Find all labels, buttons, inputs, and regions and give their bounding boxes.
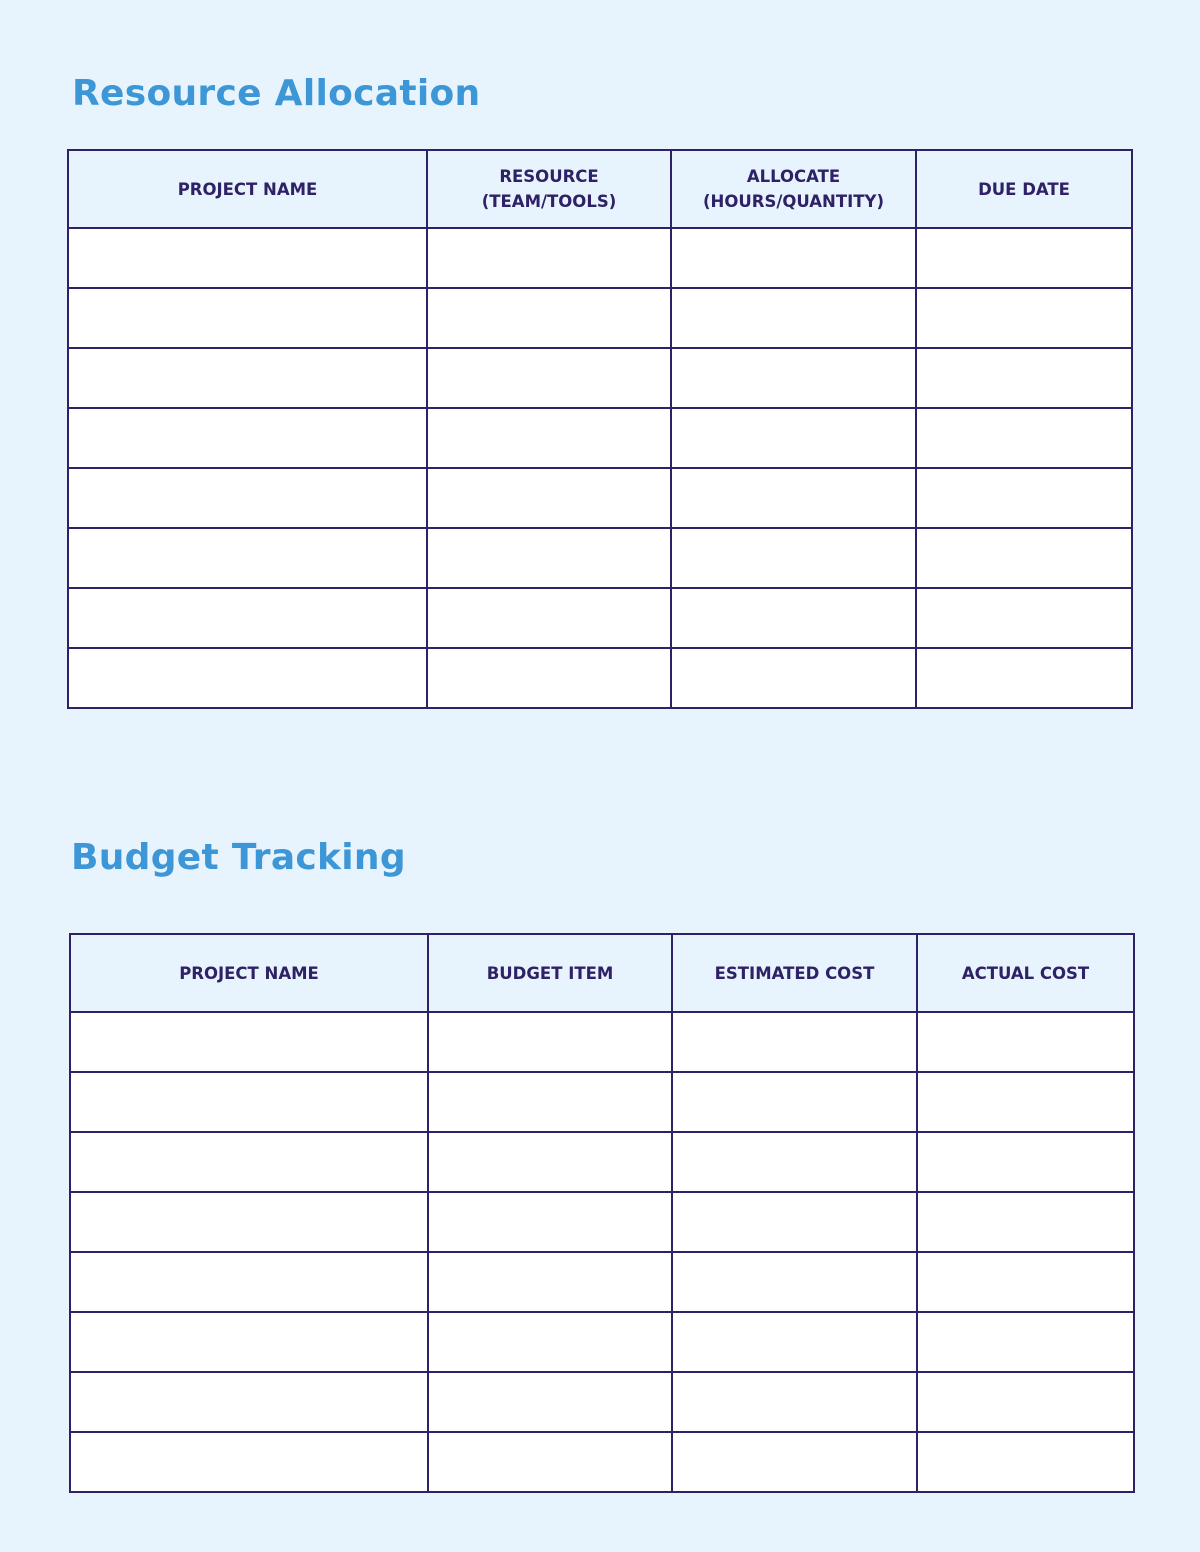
table-cell[interactable] [428, 1132, 672, 1192]
resource-allocation-table [67, 149, 1133, 709]
table-cell[interactable] [427, 348, 671, 408]
budget-tracking-table [69, 933, 1135, 1493]
table-cell[interactable] [917, 1072, 1134, 1132]
table-row [68, 588, 1132, 648]
table-cell[interactable] [427, 648, 671, 708]
table-cell[interactable] [70, 1132, 428, 1192]
header-line: (HOURS/QUANTITY) [702, 192, 885, 211]
table-cell[interactable] [672, 1012, 917, 1072]
table-cell[interactable] [68, 228, 427, 288]
budget-tracking-title: Budget Tracking [71, 837, 406, 878]
table-cell[interactable] [68, 288, 427, 348]
table-cell[interactable] [916, 228, 1132, 288]
header-line: RESOURCE [499, 167, 599, 186]
table-cell[interactable] [428, 1072, 672, 1132]
header-line: (TEAM/TOOLS) [481, 192, 617, 211]
table-cell[interactable] [68, 588, 427, 648]
table-header-row [70, 934, 1134, 1012]
table-cell[interactable] [70, 1192, 428, 1252]
table-cell[interactable] [428, 1012, 672, 1072]
table-cell[interactable] [70, 1432, 428, 1492]
table-cell[interactable] [671, 288, 916, 348]
table-cell[interactable] [68, 648, 427, 708]
table-cell[interactable] [671, 348, 916, 408]
table-cell[interactable] [68, 468, 427, 528]
column-header-project-name [70, 934, 428, 1012]
table-cell[interactable] [70, 1312, 428, 1372]
table-row [68, 228, 1132, 288]
column-header-estimated-cost [672, 934, 917, 1012]
table-cell[interactable] [671, 228, 916, 288]
table-cell[interactable] [428, 1432, 672, 1492]
table-row [70, 1312, 1134, 1372]
table-cell[interactable] [672, 1252, 917, 1312]
table-row [68, 288, 1132, 348]
table-row [70, 1012, 1134, 1072]
table-cell[interactable] [917, 1012, 1134, 1072]
header-line: BUDGET ITEM [486, 963, 614, 983]
table-row [68, 468, 1132, 528]
table-cell[interactable] [427, 228, 671, 288]
header-line: ESTIMATED COST [714, 963, 875, 983]
table-cell[interactable] [428, 1372, 672, 1432]
table-cell[interactable] [672, 1072, 917, 1132]
table-cell[interactable] [672, 1132, 917, 1192]
table-cell[interactable] [671, 648, 916, 708]
table-cell[interactable] [671, 588, 916, 648]
table-cell[interactable] [672, 1432, 917, 1492]
table-cell[interactable] [917, 1372, 1134, 1432]
table-cell[interactable] [671, 408, 916, 468]
table-cell[interactable] [672, 1312, 917, 1372]
table-cell[interactable] [428, 1252, 672, 1312]
table-cell[interactable] [917, 1432, 1134, 1492]
table-cell[interactable] [427, 408, 671, 468]
table-cell[interactable] [916, 468, 1132, 528]
table-row [70, 1432, 1134, 1492]
table-row [70, 1252, 1134, 1312]
column-header-allocate [671, 150, 916, 228]
table-row [68, 648, 1132, 708]
column-header-due-date [916, 150, 1132, 228]
column-header-budget-item [428, 934, 672, 1012]
table-cell[interactable] [672, 1372, 917, 1432]
table-row [70, 1132, 1134, 1192]
table-cell[interactable] [427, 288, 671, 348]
header-line: ACTUAL COST [961, 963, 1090, 983]
header-line: DUE DATE [978, 179, 1070, 199]
table-cell[interactable] [917, 1132, 1134, 1192]
column-header-actual-cost [917, 934, 1134, 1012]
table-cell[interactable] [70, 1252, 428, 1312]
table-row [70, 1072, 1134, 1132]
table-cell[interactable] [427, 528, 671, 588]
table-cell[interactable] [428, 1192, 672, 1252]
header-line: PROJECT NAME [179, 963, 319, 983]
table-cell[interactable] [427, 588, 671, 648]
column-header-resource [427, 150, 671, 228]
table-row [68, 348, 1132, 408]
table-cell[interactable] [916, 588, 1132, 648]
table-cell[interactable] [68, 408, 427, 468]
table-row [70, 1192, 1134, 1252]
column-header-project-name [68, 150, 427, 228]
table-cell[interactable] [916, 348, 1132, 408]
table-row [70, 1372, 1134, 1432]
table-cell[interactable] [917, 1312, 1134, 1372]
table-cell[interactable] [68, 348, 427, 408]
table-cell[interactable] [916, 648, 1132, 708]
table-cell[interactable] [70, 1012, 428, 1072]
table-row [68, 528, 1132, 588]
table-cell[interactable] [427, 468, 671, 528]
table-cell[interactable] [671, 528, 916, 588]
table-cell[interactable] [672, 1192, 917, 1252]
table-cell[interactable] [70, 1372, 428, 1432]
header-line: ALLOCATE [746, 167, 841, 186]
table-cell[interactable] [917, 1192, 1134, 1252]
table-cell[interactable] [671, 468, 916, 528]
table-row [68, 408, 1132, 468]
table-cell[interactable] [428, 1312, 672, 1372]
resource-allocation-title: Resource Allocation [72, 73, 481, 114]
table-cell[interactable] [916, 288, 1132, 348]
header-line: PROJECT NAME [177, 179, 318, 199]
table-cell[interactable] [916, 408, 1132, 468]
table-cell[interactable] [70, 1072, 428, 1132]
table-cell[interactable] [917, 1252, 1134, 1312]
table-cell[interactable] [916, 528, 1132, 588]
table-header-row [68, 150, 1132, 228]
table-cell[interactable] [68, 528, 427, 588]
